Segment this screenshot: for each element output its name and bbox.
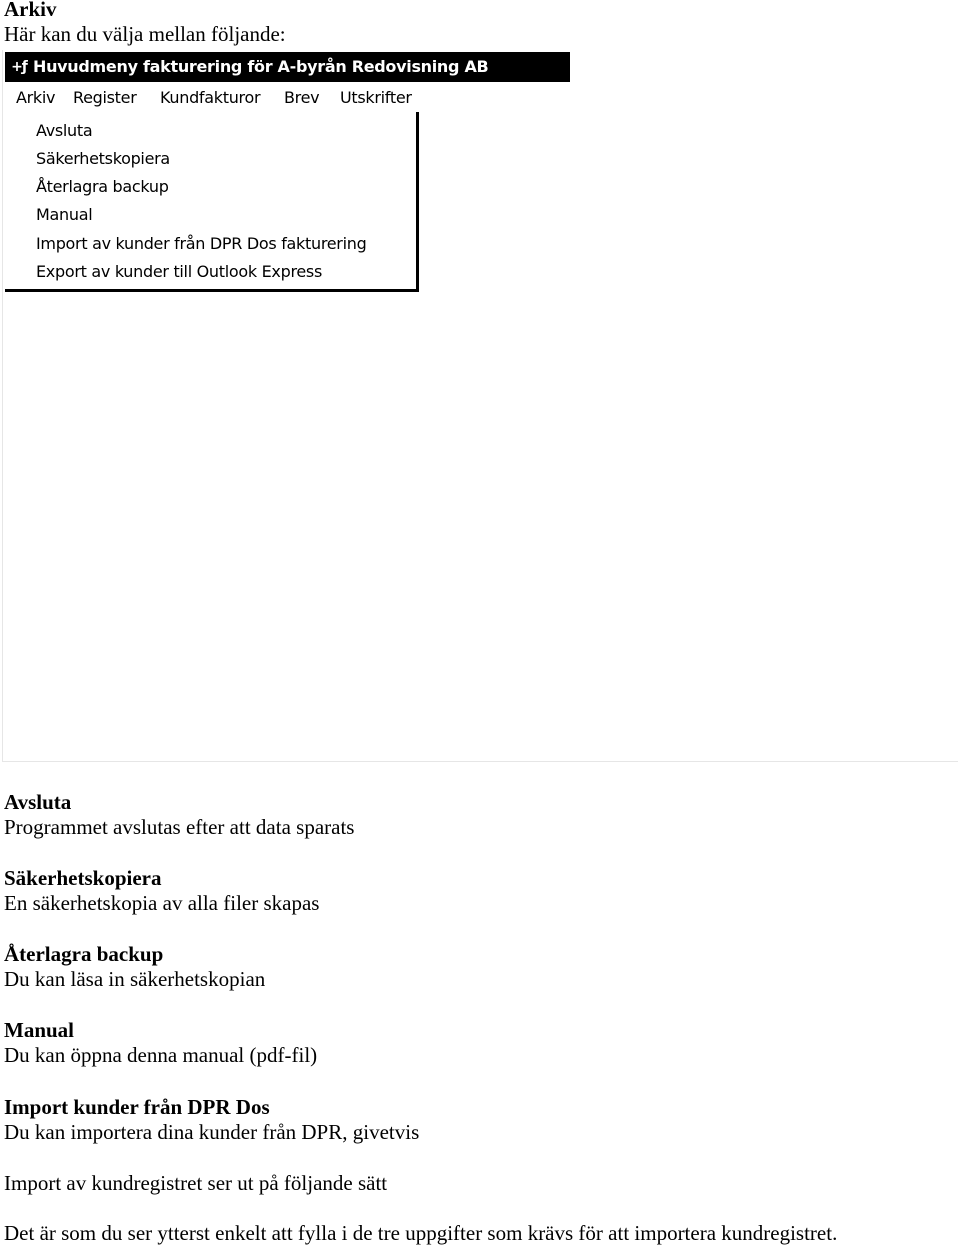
section-desc: Du kan läsa in säkerhetskopian	[4, 967, 266, 991]
section-desc: Programmet avslutas efter att data sparats	[4, 815, 355, 839]
menu-bar	[5, 82, 570, 112]
section-desc: Du kan öppna denna manual (pdf-fil)	[4, 1043, 318, 1067]
section-title: Säkerhetskopiera	[4, 866, 162, 890]
menu-shadow-left	[5, 289, 19, 292]
section-title: Import kunder från DPR Dos	[4, 1095, 270, 1119]
section-title: Avsluta	[4, 790, 72, 814]
menu-item-avsluta[interactable]: Avsluta	[36, 121, 93, 140]
menu-register[interactable]: Register	[73, 88, 137, 107]
section-import-kunder	[4, 1095, 419, 1145]
section-title: Återlagra backup	[4, 942, 164, 966]
menu-kundfakturor[interactable]: Kundfakturor	[160, 88, 261, 107]
menu-arkiv[interactable]: Arkiv	[16, 88, 56, 107]
window-title: Huvudmeny fakturering för A-byrån Redovisning AB	[33, 57, 489, 76]
menu-item-import-kunder[interactable]: Import av kunder från DPR Dos fakturering	[36, 234, 367, 253]
menu-item-manual[interactable]: Manual	[36, 205, 93, 224]
section-desc: Du kan importera dina kunder från DPR, givetvis	[4, 1120, 420, 1144]
intro-text: Här kan du välja mellan följande:	[4, 22, 286, 46]
menu-utskrifter[interactable]: Utskrifter	[340, 88, 412, 107]
paragraph-import-instructions: Det är som du ser ytterst enkelt att fylla i de tre uppgifter som krävs för att importera kundregistret.	[4, 1221, 838, 1245]
section-manual	[4, 1018, 317, 1068]
section-desc: En säkerhetskopia av alla filer skapas	[4, 891, 320, 915]
section-title: Manual	[4, 1018, 75, 1042]
page-heading: Arkiv	[4, 0, 57, 21]
window-titlebar	[5, 52, 570, 82]
section-sakerhetskopiera	[4, 866, 319, 916]
section-avsluta	[4, 790, 354, 840]
menu-brev[interactable]: Brev	[284, 88, 320, 107]
app-icon: +ƒ	[11, 59, 27, 75]
menu-item-sakerhetskopiera[interactable]: Säkerhetskopiera	[36, 149, 170, 168]
arkiv-dropdown-menu	[5, 112, 419, 292]
section-aterlagra-backup	[4, 942, 265, 992]
paragraph-import-description: Import av kundregistret ser ut på följande sätt	[4, 1171, 388, 1195]
menu-item-aterlagra-backup[interactable]: Återlagra backup	[36, 177, 169, 196]
menu-item-export-kunder[interactable]: Export av kunder till Outlook Express	[36, 262, 322, 281]
